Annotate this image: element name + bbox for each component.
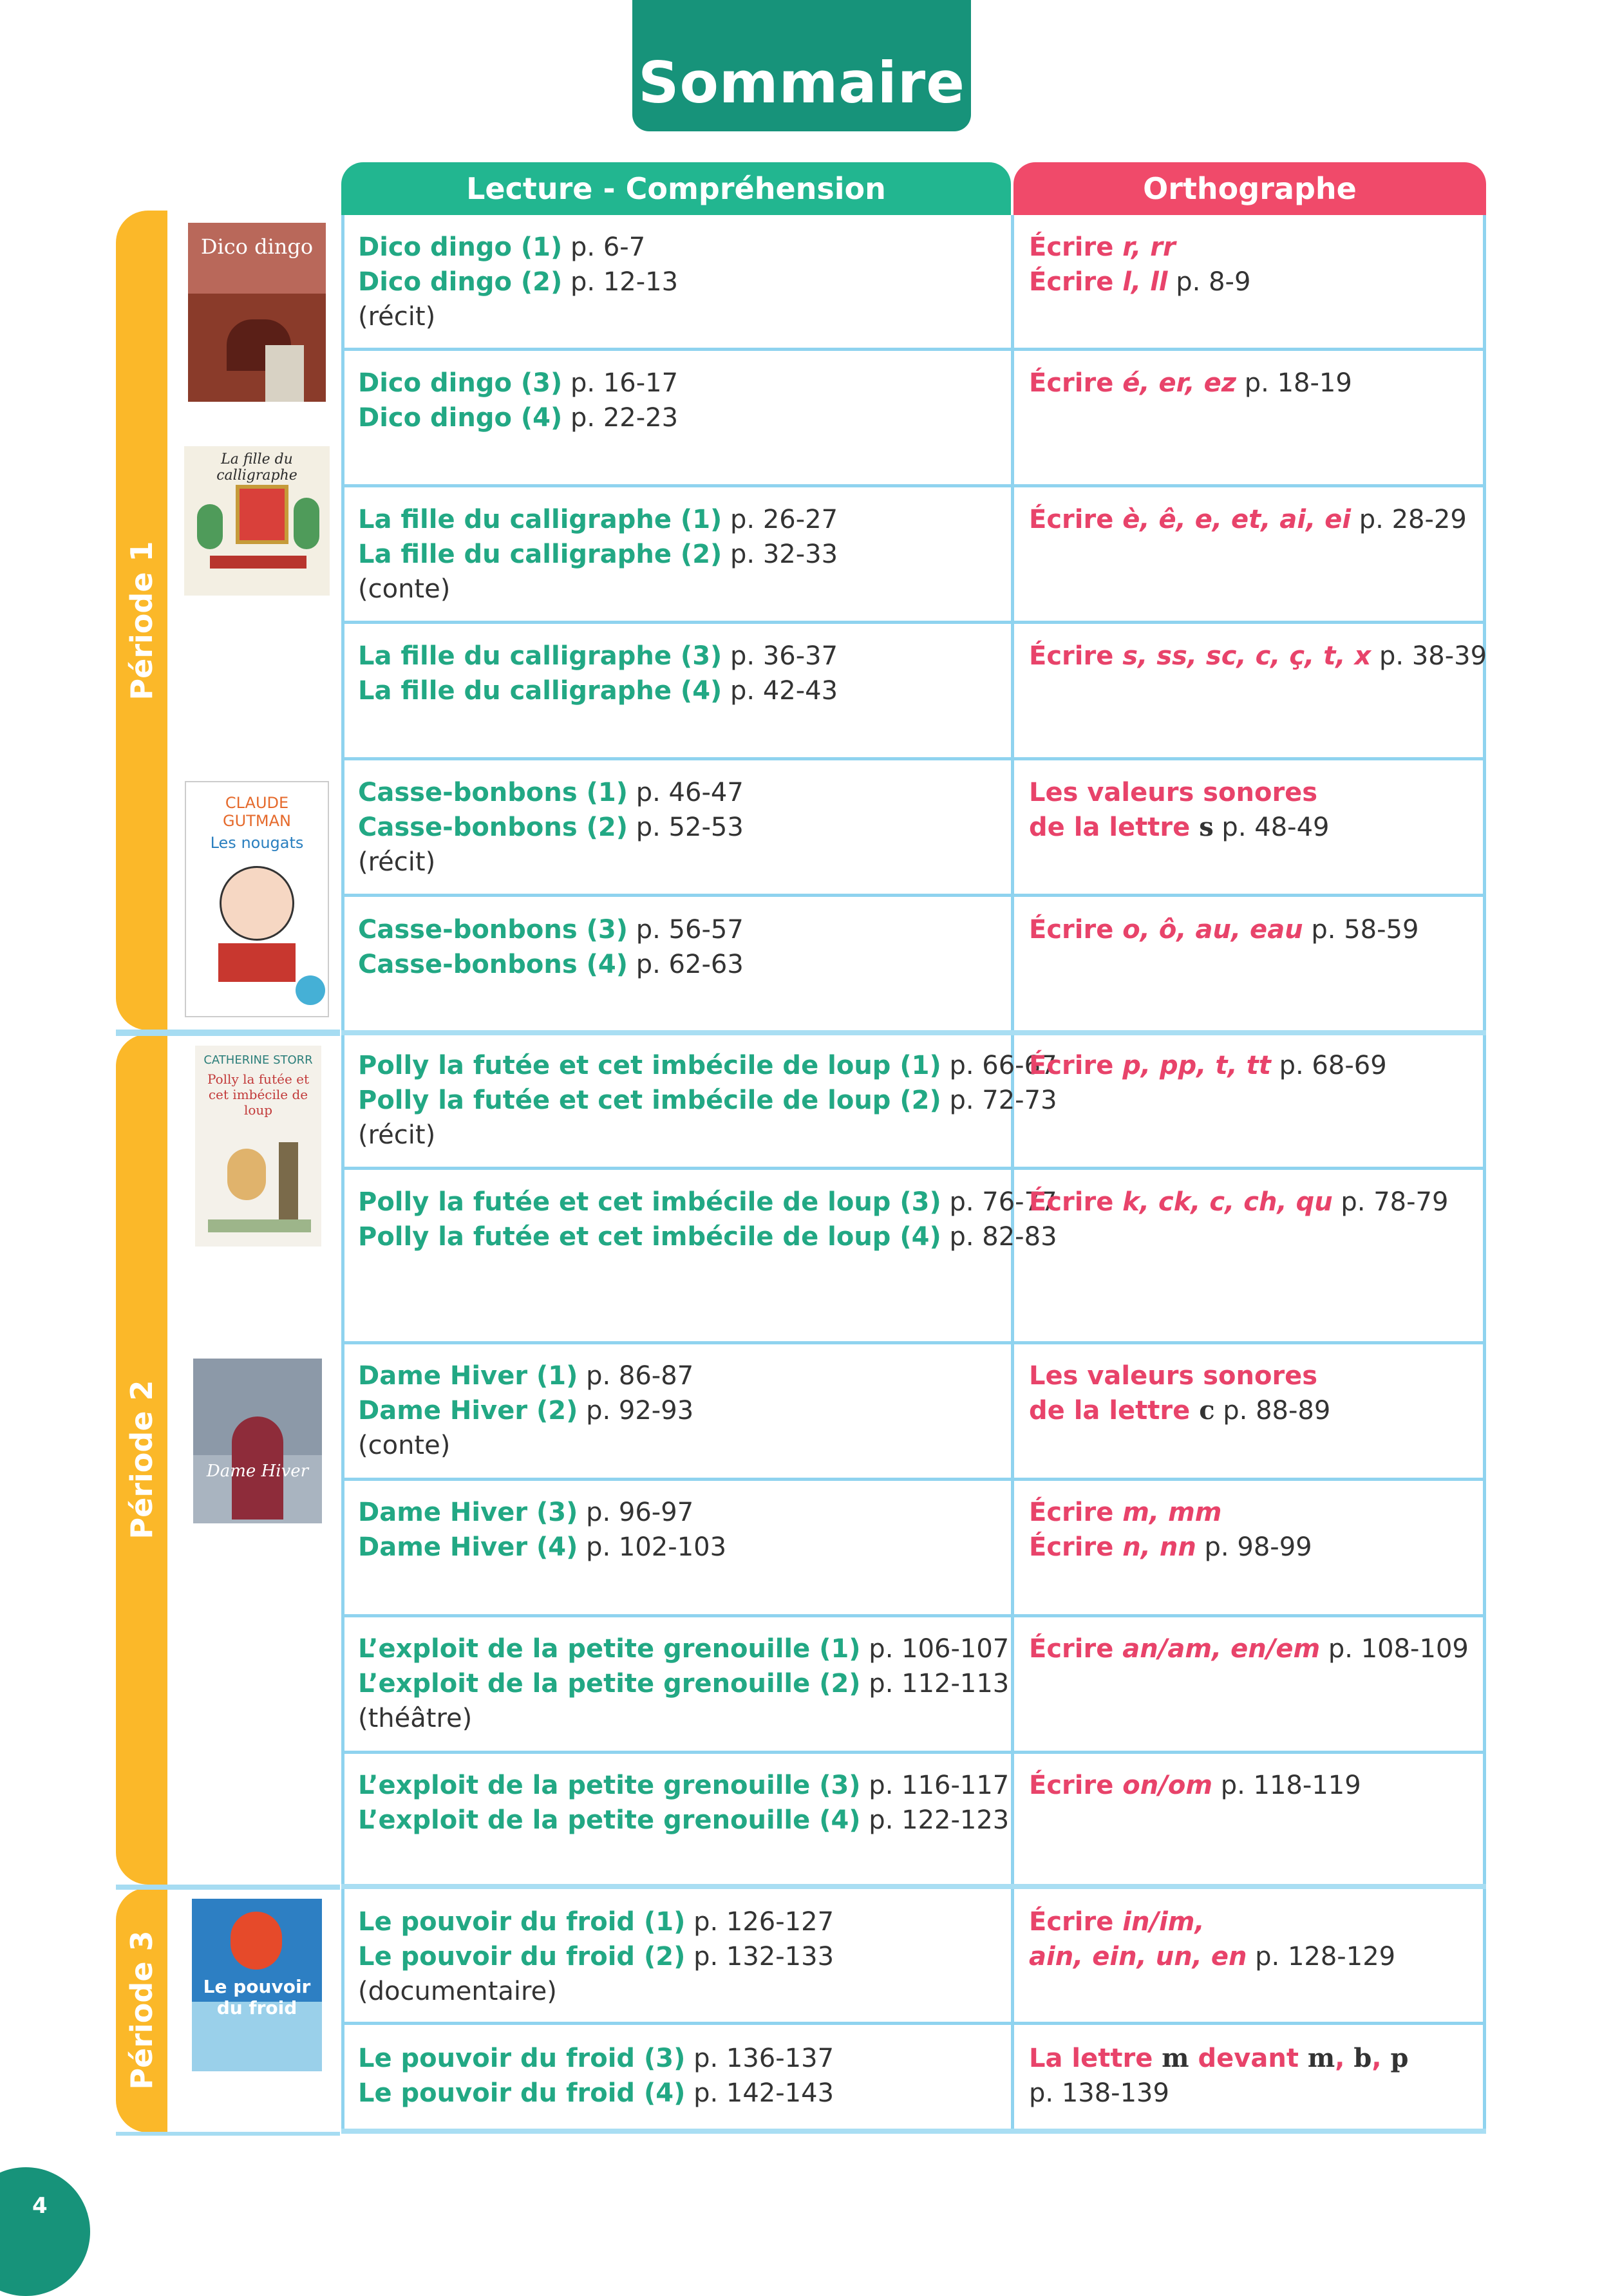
- lesson-title: Polly la futée et cet imbécile de loup (4): [358, 1222, 941, 1252]
- row-divider: [341, 1751, 1486, 1754]
- ortho-prefix: Écrire: [1029, 1771, 1123, 1800]
- period-divider: [341, 1030, 1486, 1035]
- lecture-cell: [358, 366, 1002, 435]
- page-ref: p. 42-43: [722, 676, 838, 706]
- ortho-cell: [1029, 1632, 1480, 1666]
- lesson-title: Dame Hiver (1): [358, 1361, 578, 1391]
- lecture-cell: [358, 639, 1002, 708]
- lesson-title: Le pouvoir du froid (4): [358, 2078, 686, 2108]
- page-ref: p. 8-9: [1167, 267, 1251, 297]
- lesson-title: Dico dingo (2): [358, 267, 563, 297]
- ortho-letters: ain, ein, un, en: [1029, 1942, 1247, 1971]
- book-cover-polly: CATHERINE STORR Polly la futée et cet imbécile de loup: [195, 1046, 321, 1247]
- ortho-prefix: de la lettre: [1029, 1396, 1200, 1426]
- header-orthographe: Orthographe: [1013, 162, 1486, 215]
- ortho-cell: [1029, 775, 1480, 845]
- lesson-title: Dico dingo (3): [358, 368, 563, 398]
- lecture-line: [358, 1530, 1002, 1565]
- lecture-line: [358, 366, 1002, 400]
- ortho-prefix: Écrire: [1029, 1907, 1123, 1937]
- ortho-line: [1029, 639, 1487, 673]
- ortho-line: [1029, 2076, 1480, 2111]
- page-number: 4: [32, 2193, 48, 2219]
- lecture-cell: [358, 1632, 1010, 1736]
- lecture-line: [358, 1359, 1002, 1393]
- page-ref: p. 66-67: [941, 1051, 1057, 1080]
- lecture-cell: [358, 912, 1002, 982]
- book-cover-fille-calligraphe: La fille du calligraphe: [184, 446, 330, 596]
- lesson-title: Dame Hiver (2): [358, 1396, 578, 1426]
- ortho-prefix: Écrire: [1029, 1051, 1123, 1080]
- page-ref: p. 82-83: [941, 1222, 1057, 1252]
- page-ref: p. 68-69: [1270, 1051, 1387, 1080]
- period-3-label: Période 3: [124, 1930, 159, 2090]
- ortho-prefix: Écrire: [1029, 232, 1123, 262]
- lesson-title: Polly la futée et cet imbécile de loup (3): [358, 1187, 941, 1217]
- ortho-line: [1029, 1768, 1480, 1803]
- page-title: Sommaire: [632, 0, 971, 131]
- page-ref: p. 26-27: [722, 505, 838, 534]
- ortho-letters: l, ll: [1122, 267, 1168, 297]
- lecture-line: [358, 1083, 1057, 1118]
- ortho-letters: k, ck, c, ch, qu: [1122, 1187, 1333, 1217]
- ortho-line: [1029, 1048, 1480, 1083]
- page-ref: p. 92-93: [578, 1396, 694, 1426]
- ortho-letters: p, pp, t, tt: [1122, 1051, 1271, 1080]
- page-ref: p. 46-47: [628, 778, 744, 807]
- lecture-line: [358, 1495, 1002, 1530]
- lesson-title: L’exploit de la petite grenouille (1): [358, 1634, 861, 1664]
- page-ref: p. 98-99: [1196, 1532, 1312, 1562]
- lesson-title: Dame Hiver (3): [358, 1498, 578, 1527]
- lesson-title: Dico dingo (4): [358, 403, 563, 433]
- lecture-line: [358, 1219, 1057, 1254]
- page-ref: p. 52-53: [628, 813, 744, 842]
- page-ref: p. 136-137: [685, 2044, 834, 2073]
- ortho-prefix: devant: [1189, 2044, 1308, 2073]
- ortho-cell: [1029, 1185, 1480, 1219]
- ortho-letters: in/im,: [1122, 1907, 1205, 1937]
- page-ref: p. 56-57: [628, 915, 744, 945]
- lecture-line: [358, 1803, 1010, 1838]
- ortho-cell: [1029, 639, 1487, 673]
- row-divider: [341, 1614, 1486, 1617]
- lecture-cell: [358, 502, 1002, 607]
- page-ref: p. 122-123: [860, 1805, 1010, 1835]
- grid-left-border: [341, 215, 344, 2132]
- ortho-prefix: Écrire: [1029, 1634, 1123, 1664]
- ortho-cell: [1029, 1048, 1480, 1083]
- ortho-line: [1029, 2041, 1480, 2076]
- page-ref: p. 62-63: [628, 950, 744, 979]
- ortho-prefix: Écrire: [1029, 1498, 1123, 1527]
- lecture-line: [358, 1701, 1002, 1736]
- lesson-title: La fille du calligraphe (3): [358, 641, 722, 671]
- lecture-line: [358, 673, 1002, 708]
- ortho-line: [1029, 775, 1480, 810]
- row-divider: [341, 621, 1486, 624]
- genre-label: (récit): [358, 847, 436, 877]
- ortho-letter: s: [1199, 812, 1214, 842]
- ortho-prefix: Écrire: [1029, 1532, 1123, 1562]
- lecture-line: [358, 1185, 1057, 1219]
- ortho-letters: an/am, en/em: [1122, 1634, 1321, 1664]
- lesson-title: Dame Hiver (4): [358, 1532, 578, 1562]
- ortho-prefix: Écrire: [1029, 1187, 1123, 1217]
- page-ref: p. 116-117: [860, 1771, 1010, 1800]
- lecture-line: [358, 1393, 1002, 1428]
- lecture-line: [358, 1666, 1010, 1701]
- lesson-title: L’exploit de la petite grenouille (4): [358, 1805, 861, 1835]
- lecture-line: [358, 810, 1002, 845]
- page-ref: p. 142-143: [685, 2078, 834, 2108]
- ortho-prefix: La lettre: [1029, 2044, 1162, 2073]
- ortho-cell: [1029, 1905, 1480, 1974]
- page-ref: p. 18-19: [1236, 368, 1352, 398]
- lecture-line: [358, 537, 1002, 572]
- lecture-line: [358, 1048, 1057, 1083]
- lecture-line: [358, 1974, 1002, 2009]
- ortho-letter: b: [1353, 2043, 1372, 2073]
- row-divider: [341, 484, 1486, 487]
- page-ref: p. 112-113: [860, 1669, 1010, 1698]
- page-ref: p. 36-37: [722, 641, 838, 671]
- page-ref: p. 118-119: [1212, 1771, 1361, 1800]
- lecture-line: [358, 947, 1002, 982]
- lecture-cell: [358, 2041, 1002, 2111]
- lecture-line: [358, 572, 1002, 607]
- period-2-label: Période 2: [124, 1379, 159, 1539]
- lesson-title: La fille du calligraphe (4): [358, 676, 722, 706]
- ortho-line: [1029, 1632, 1480, 1666]
- ortho-letters: é, er, ez: [1122, 368, 1237, 398]
- book-cover-les-nougats: CLAUDE GUTMAN Les nougats: [185, 781, 329, 1017]
- genre-label: (conte): [358, 1431, 451, 1460]
- ortho-cell: [1029, 230, 1480, 299]
- lecture-line: [358, 1939, 1002, 1974]
- ortho-separator: ,: [1335, 2044, 1354, 2073]
- lecture-cell: [358, 1359, 1002, 1463]
- page-number-badge: [0, 2167, 90, 2296]
- page-ref: p. 38-39: [1371, 641, 1487, 671]
- grid-right-border: [1483, 215, 1486, 2132]
- lesson-title: Le pouvoir du froid (2): [358, 1942, 686, 1971]
- lecture-line: [358, 2041, 1002, 2076]
- ortho-line: [1029, 265, 1480, 299]
- ortho-prefix: de la lettre: [1029, 813, 1200, 842]
- lecture-line: [358, 265, 1002, 299]
- lecture-line: [358, 775, 1002, 810]
- page-ref: p. 58-59: [1303, 915, 1419, 945]
- lesson-title: L’exploit de la petite grenouille (2): [358, 1669, 861, 1698]
- page-ref: p. 22-23: [562, 403, 679, 433]
- book-cover-dame-hiver: Dame Hiver: [193, 1359, 322, 1523]
- ortho-line: [1029, 502, 1480, 537]
- ortho-letter: c: [1199, 1395, 1215, 1426]
- grid-middle-border: [1011, 215, 1014, 2132]
- lecture-cell: [358, 1185, 1057, 1254]
- ortho-line: [1029, 1905, 1480, 1939]
- lesson-title: Le pouvoir du froid (1): [358, 1907, 686, 1937]
- period-divider: [341, 1884, 1486, 1889]
- ortho-line: [1029, 1359, 1480, 1393]
- page-ref: p. 28-29: [1351, 505, 1467, 534]
- lecture-line: [358, 400, 1002, 435]
- ortho-cell: [1029, 502, 1480, 537]
- ortho-line: [1029, 1939, 1480, 1974]
- ortho-letters: è, ê, e, et, ai, ei: [1122, 505, 1352, 534]
- ortho-cell: [1029, 912, 1480, 947]
- ortho-prefix: Écrire: [1029, 915, 1123, 945]
- row-divider: [341, 757, 1486, 760]
- ortho-line: [1029, 1530, 1480, 1565]
- header-lecture-comprehension: Lecture - Compréhension: [341, 162, 1011, 215]
- ortho-cell: [1029, 1768, 1480, 1803]
- page-ref: p. 32-33: [722, 540, 838, 569]
- lesson-title: Le pouvoir du froid (3): [358, 2044, 686, 2073]
- lecture-line: [358, 230, 1002, 265]
- page-ref: p. 128-129: [1247, 1942, 1396, 1971]
- page-ref: p. 88-89: [1214, 1396, 1331, 1426]
- lesson-title: Casse-bonbons (1): [358, 778, 628, 807]
- lecture-line: [358, 299, 1002, 334]
- lesson-title: La fille du calligraphe (2): [358, 540, 722, 569]
- page-ref: p. 106-107: [860, 1634, 1010, 1664]
- page-ref: p. 138-139: [1029, 2078, 1169, 2108]
- ortho-letter: m: [1307, 2043, 1335, 2073]
- ortho-line: [1029, 810, 1480, 845]
- ortho-line: [1029, 912, 1480, 947]
- page-ref: p. 96-97: [578, 1498, 694, 1527]
- page-ref: p. 6-7: [562, 232, 646, 262]
- ortho-line: [1029, 1393, 1480, 1428]
- ortho-prefix: Les valeurs sonores: [1029, 778, 1318, 807]
- row-divider: [341, 1167, 1486, 1170]
- ortho-letters: on/om: [1122, 1771, 1212, 1800]
- ortho-letter: m: [1162, 2043, 1189, 2073]
- ortho-line: [1029, 230, 1480, 265]
- page-ref: p. 78-79: [1332, 1187, 1449, 1217]
- ortho-separator: ,: [1371, 2044, 1391, 2073]
- ortho-prefix: Écrire: [1029, 267, 1123, 297]
- page-ref: p. 72-73: [941, 1086, 1057, 1115]
- row-divider: [341, 348, 1486, 351]
- ortho-letters: m, mm: [1122, 1498, 1222, 1527]
- lecture-cell: [358, 1495, 1002, 1565]
- ortho-prefix: Écrire: [1029, 641, 1123, 671]
- genre-label: (théâtre): [358, 1704, 473, 1733]
- lesson-title: Dico dingo (1): [358, 232, 563, 262]
- row-divider: [341, 2022, 1486, 2025]
- page-ref: p. 102-103: [578, 1532, 727, 1562]
- ortho-prefix: Écrire: [1029, 368, 1123, 398]
- lecture-line: [358, 1768, 1010, 1803]
- page-ref: p. 48-49: [1213, 813, 1330, 842]
- page-ref: p. 76-77: [941, 1187, 1057, 1217]
- ortho-letters: o, ô, au, eau: [1122, 915, 1303, 945]
- lecture-line: [358, 1632, 1010, 1666]
- page-ref: p. 126-127: [685, 1907, 834, 1937]
- ortho-letters: s, ss, sc, c, ç, t, x: [1122, 641, 1371, 671]
- book-cover-pouvoir-du-froid: Le pouvoir du froid: [192, 1899, 322, 2071]
- lecture-line: [358, 2076, 1002, 2111]
- genre-label: (récit): [358, 302, 436, 332]
- ortho-letters: r, rr: [1122, 232, 1176, 262]
- ortho-letter: p: [1390, 2043, 1409, 2073]
- page-ref: p. 86-87: [578, 1361, 694, 1391]
- lecture-line: [358, 912, 1002, 947]
- lecture-cell: [358, 230, 1002, 334]
- period-1-label: Période 1: [124, 540, 159, 701]
- lesson-title: Polly la futée et cet imbécile de loup (1): [358, 1051, 941, 1080]
- lecture-cell: [358, 775, 1002, 880]
- lecture-line: [358, 1118, 1002, 1153]
- page-ref: p. 108-109: [1320, 1634, 1469, 1664]
- lesson-title: Casse-bonbons (2): [358, 813, 628, 842]
- page-ref: p. 12-13: [562, 267, 679, 297]
- lecture-cell: [358, 1048, 1057, 1153]
- ortho-line: [1029, 1185, 1480, 1219]
- row-divider: [341, 894, 1486, 897]
- genre-label: (documentaire): [358, 1977, 557, 2006]
- row-divider: [341, 1478, 1486, 1481]
- lesson-title: Polly la futée et cet imbécile de loup (2): [358, 1086, 941, 1115]
- ortho-prefix: Écrire: [1029, 505, 1123, 534]
- lecture-line: [358, 639, 1002, 673]
- lecture-line: [358, 502, 1002, 537]
- row-divider: [341, 1341, 1486, 1344]
- lesson-title: Casse-bonbons (3): [358, 915, 628, 945]
- ortho-letters: n, nn: [1122, 1532, 1196, 1562]
- ortho-cell: [1029, 1359, 1480, 1428]
- ortho-cell: [1029, 366, 1480, 400]
- ortho-prefix: Les valeurs sonores: [1029, 1361, 1318, 1391]
- genre-label: (récit): [358, 1120, 436, 1150]
- page-ref: p. 16-17: [562, 368, 679, 398]
- ortho-line: [1029, 366, 1480, 400]
- lecture-line: [358, 845, 1002, 880]
- table-bottom-border: [341, 2129, 1486, 2134]
- lesson-title: L’exploit de la petite grenouille (3): [358, 1771, 861, 1800]
- ortho-cell: [1029, 2041, 1480, 2111]
- genre-label: (conte): [358, 574, 451, 604]
- ortho-line: [1029, 1495, 1480, 1530]
- lesson-title: La fille du calligraphe (1): [358, 505, 722, 534]
- lesson-title: Casse-bonbons (4): [358, 950, 628, 979]
- ortho-cell: [1029, 1495, 1480, 1565]
- page-ref: p. 132-133: [685, 1942, 834, 1971]
- lecture-cell: [358, 1905, 1002, 2009]
- book-cover-dico-dingo: Dico dingo: [188, 223, 326, 402]
- lecture-line: [358, 1905, 1002, 1939]
- lecture-cell: [358, 1768, 1010, 1838]
- lecture-line: [358, 1428, 1002, 1463]
